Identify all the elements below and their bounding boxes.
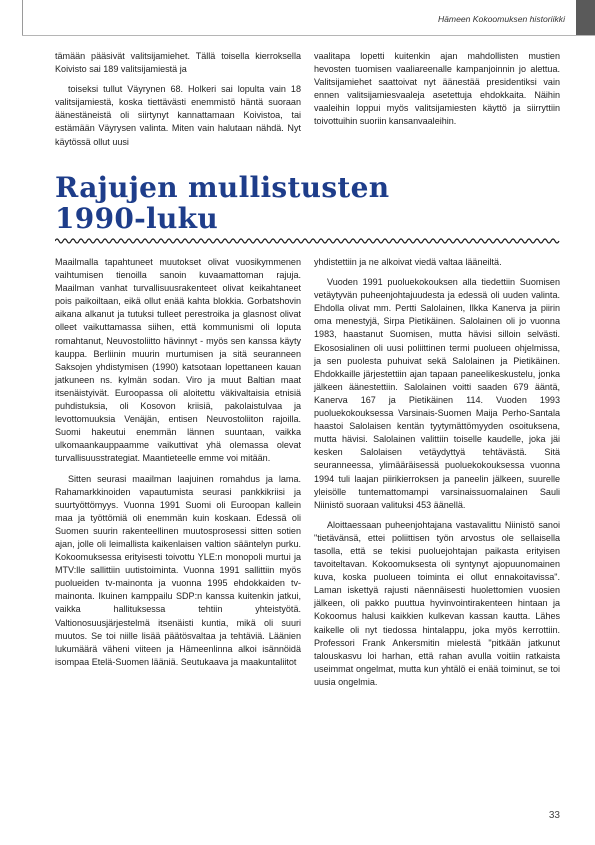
paragraph: toiseksi tullut Väyrynen 68. Holkeri sai lopulta vain 18 valitsijamiestä, koska tiettävästi enemmistö häntä suoraan äänestäneistä oli siirtynyt kannattamaan Koivistoa, tai estämään Väyrysen valinta. Miten vain halutaan nähdä. Nyt käytössä ollut uusi	[55, 84, 301, 147]
margin-rule	[22, 0, 23, 36]
main-right-column	[314, 256, 560, 689]
paragraph: tämään pääsivät valitsijamiehet. Tällä toisella kierroksella Koivisto sai 189 valitsijamiestä ja	[55, 51, 301, 75]
headline-line-2: 1990-luku	[55, 202, 219, 235]
paragraph: vaalitapa lopetti kuitenkin ajan mahdollisten mustien hevosten tuomisen vaaliareenalle kampanjoinnin jo alettua. Valitsijamiehet saattoivat nyt äänestää presidentiksi vain ennen valitsijamiesvaaleja asetettuja ehdokkaita. Näihin vaaleihin loppui myös valitsijamiesten käyttö ja siirryttiin toivottuihin suoriin kansanvaaleihin.	[314, 51, 560, 127]
page-number: 33	[548, 810, 560, 821]
main-left-column	[55, 256, 301, 669]
running-header: Hämeen Kokoomuksen historiikki	[437, 14, 565, 24]
paragraph: Vuoden 1991 puoluekokouksen alla tiedettiin Suomisen vetäytyvän puheenjohtajuudesta ja edessä oli uuden valinta. Ehdolla olivat mm. Pertti Salolainen, Ilkka Kanerva ja piirin oma menestyjä, Sirpa Pietikäinen. Salolainen oli jo vuonna 1983, haastanut Suomisen, mutta hävisi silloin selvästi. Ekososialinen oli uusi poliittinen termi puolueen ohjelmissa, ja sen puolesta puhuivat sekä Salolainen ja Pietikäinen. Ehdokkaille järjestettiin ajan tapaan paneelikeskustelu, jonka jälkeen äänestettiin. Salolainen voitti saaden 679 ääntä, Kanerva 167 ja Pietikäinen 114. Vuoden 1993 puoluekokouksessa Varsinais-Suomen Maija Perho-Santala haastoi Salolaisen kentän tyytymättömyyden osoituksena, mutta hävisi. Salolainen valittiin toiselle kaudelle, joka jäi kesken Salolaisen vetäydyttyä tehtävästä. Sitä seuranneessa, ylimääräisessä puoluekokouksessa vuonna 1994 tuli laajan piirikierroksen ja paneelin jälkeen, suurelle yleisölle tuntemattomampi varsinaissuomalainen Sauli Niinistö suoraan valituksi 453 äänellä.	[314, 277, 560, 510]
paragraph: Sitten seurasi maailman laajuinen romahdus ja lama. Rahamarkkinoiden vapautumista seurasi pankkikriisi ja suurtyöttömyys. Vuonna 1991 Suomi oli Euroopan kallein maa ja työttömiä oli enemmän kuin koskaan. Edessä oli Suomen suurin rakenteellinen muutosprosessi sitten sotien ajan, jolle oli leimallista kaikenlaisen valtion sääntelyn purku. Kokoomuksessa erityisesti toivottu YLE:n monopoli murtui ja MTV:lle sallittiin uutistoiminta. Vuonna 1991 sallittiin myös puolueiden tv-mainonta ja vuonna 1995 ehdokkaiden tv-mainonta. Ikuinen kamppailu SDP:n kanssa kuitenkin jatkui, vaikka hallituksessa tehtiin yhteistyötä. Valtionosuusjärjestelmä itsenäisti kuntia, mikä oli suuri muutos. Se toi niille lisää päätösvaltaa ja tehtäviä. Läänien lukumäärä väheni viiteen ja Hämeenlinna alkoi isännöidä isompaa Etelä-Suomen lääniä. Seutukaava ja maakuntaliitot	[55, 473, 301, 667]
section-headline	[55, 172, 389, 234]
paragraph: Maailmalla tapahtuneet muutokset olivat vuosikymmenen vaihtumisen tienoilla sanoin kuvaamattoman rajuja. Maailman vanhat turvallisuusrakenteet olivat keikahtaneet pois paikoiltaan, eikä ollut enää kahta blokkia. Gorbatshovin aikana alkanut ja tutuksi tulleet perestroika ja glasnost olivat olleet vaikuttamassa siihen, että kommunismi oli loputa romahtanut, Neuvostoliitto hävinnyt - myös sen kanssa käyty kauppa. Berliinin muurin murtumisen ja sitä seuranneen Saksojen yhdistymisen (1990) katsotaan lopettaneen kauan jatkuneen ns. kylmän sodan. Viro ja muut Baltian maat itsenäistyivät. Euroopassa oli aloitettu väkivaltaisia etnisiä puhdistuksia, oli Kosovon kriisiä, pakolaistulvaa ja levottomuuksia Venäjän, entisen Neuvostoliiton rajoilla. Suomi hakeutui enemmän lännen suuntaan, vaikka ulkomaankauppaamme vaikuttivat yhä olemassa olevat turvallisuusstrategiat. Maantieteelle emme voi mitään.	[55, 257, 301, 464]
header-tab-block	[576, 0, 595, 35]
header-divider	[22, 35, 595, 36]
headline-line-1: Rajujen mullistusten	[55, 171, 390, 204]
top-right-column	[314, 50, 560, 129]
paragraph: yhdistettiin ja ne alkoivat viedä valtaa lääneiltä.	[314, 257, 502, 267]
paragraph: Aloittaessaan puheenjohtajana vastavalittu Niinistö sanoi "tietävänsä, ettei poliittisen työn arvostus ole sellaisella tasolla, että se tekisi puoluejohtajan paikasta erityisen tavoiteltavan. Kokoomuksesta oli syntynyt ajopuunomainen kuva, koska puolueen toiminta ei ollut ennakoitavissa". Laman iskettyä rajusti näennäisesti huolettomien vuosien jälkeen, oli pakko puuttua hyvinvointirakenteen hintaan ja Kokoomus halusi kaikkien kulkevan kassan kautta. Lähes kaikelle oli nyt tiedossa hintalappu, joka myös kerrottiin. Professori Frank Ankersmitin mielestä "pitkään jatkunut talouskasvu loi harhan, että rahan avulla voitiin ratkaista useimmat ongelmat, mutta kun yhtälö ei enää toiminut, se toi uusia ongelmia.	[314, 519, 560, 687]
wavy-divider	[55, 236, 561, 246]
top-left-column	[55, 50, 301, 149]
